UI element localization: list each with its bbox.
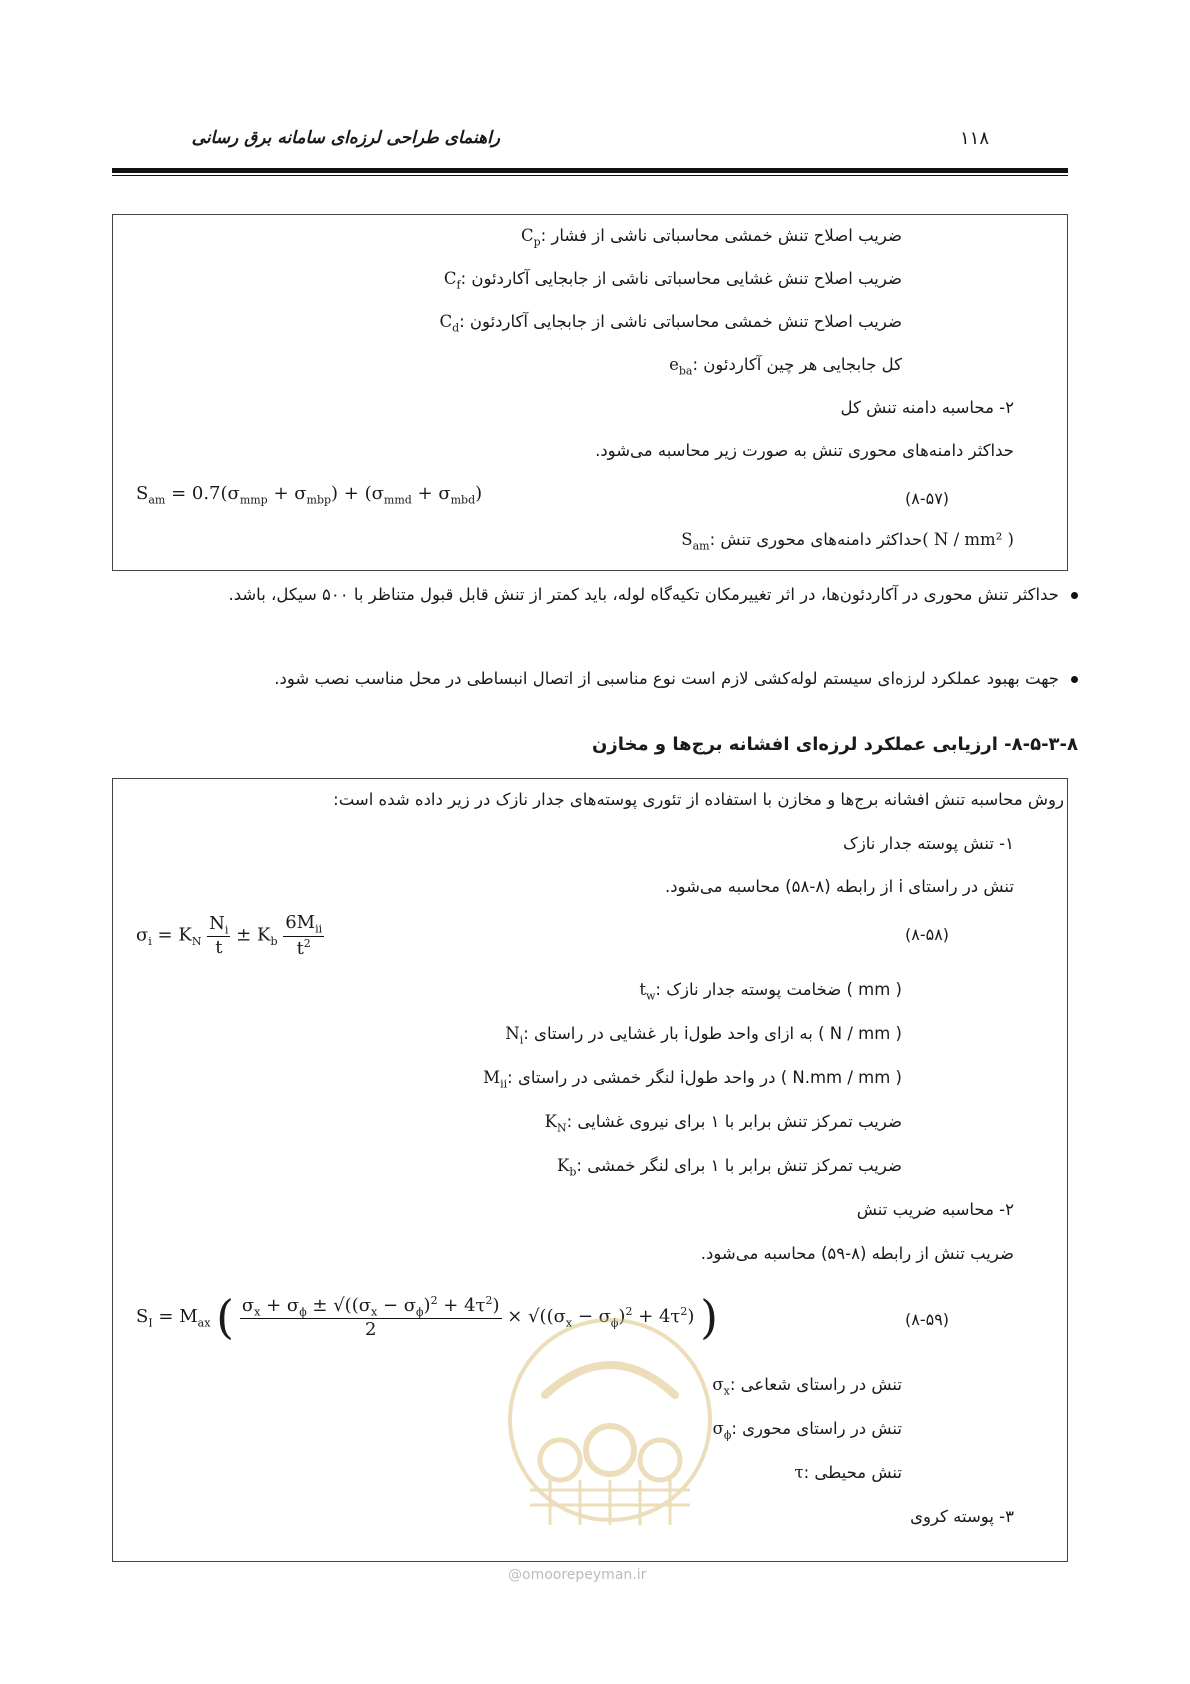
bullet-item-1: حداکثر تنش محوری در آکاردئون‌ها، در اثر تغییرمکان تکیه‌گاه لوله، باید کمتر از تنش قابل قبول متناظر با ۵۰۰ سیکل، باشد.	[123, 576, 1078, 613]
equation-57-number: (۸-۵۷)	[905, 489, 950, 508]
box2-step3-title: ۳- پوسته کروی	[910, 1507, 1014, 1526]
def-kb: $K_b$: ضریب تمرکز تنش برابر با ۱ برای لنگر خمشی	[557, 1156, 902, 1179]
def-mii: $M_{ii}$: لنگر خمشی در راستای iدر واحد طول ( N.mm / mm )	[483, 1068, 902, 1091]
def-cp: $C_p$: ضریب اصلاح تنش خمشی محاسباتی ناشی از فشار	[520, 226, 902, 249]
box1-step2-title: ۲- محاسبه دامنه تنش کل	[840, 398, 1014, 417]
box2-step1-title: ۱- تنش پوسته جدار نازک	[843, 834, 1014, 853]
equation-58-number: (۸-۵۸)	[905, 925, 950, 944]
def-sam: $S_{am}$: حداکثر دامنه‌های محوری تنش( N / mm² )	[681, 530, 1014, 553]
box2-step2-title: ۲- محاسبه ضریب تنش	[856, 1200, 1014, 1219]
box2-step1-text: تنش در راستای i از رابطه (۸-۵۸) محاسبه می‌شود.	[664, 877, 1014, 896]
def-cf: $C_f$: ضریب اصلاح تنش غشایی محاسباتی ناشی از جابجایی آکاردئون	[443, 269, 902, 292]
equation-58: $\sigma_i = K_N$ $\frac{N_i}{t}$ ± $K_b$ $\frac{6M_{ii}}{t^2}$	[136, 912, 323, 959]
def-eba: $e_{ba}$: کل جابجایی هر چین آکاردئون	[669, 355, 902, 378]
section-heading: ۸-۵-۳-۸- ارزیابی عملکرد لرزه‌ای افشانه برج‌ها و مخازن	[592, 734, 1078, 755]
equation-57: $S_{am} = 0.7(\sigma_{mmp} + \sigma_{mbp}) + (\sigma_{mmd} + \sigma_{mbd})$	[136, 483, 483, 507]
bullet-item-2: جهت بهبود عملکرد لرزه‌ای سیستم لوله‌کشی لازم است نوع مناسبی از اتصال انبساطی در محل مناسب نصب شود.	[123, 660, 1078, 697]
box1-step2-text: حداکثر دامنه‌های محوری تنش به صورت زیر محاسبه می‌شود.	[595, 441, 1014, 460]
equation-59: $S_I = M_{ax}$ ( $\frac{\sigma_x + \sigma_\phi \pm √((\sigma_x - \sigma_\phi)^2 + 4\tau^2)}{2}$ × $√((\sigma_x - \sigma_\phi)^2 + 4\tau^2)$ )	[136, 1290, 719, 1344]
def-ni: $N_i$: بار غشایی در راستای iبه ازای واحد طول ( N / mm )	[505, 1024, 902, 1047]
box2-intro: روش محاسبه تنش افشانه برج‌ها و مخازن با استفاده از تئوری پوسته‌های جدار نازک در زیر داده شده است:	[333, 790, 1064, 809]
def-tau: τ: تنش محیطی	[794, 1463, 902, 1482]
equation-59-number: (۸-۵۹)	[905, 1310, 950, 1329]
def-cd: $C_d$: ضریب اصلاح تنش خمشی محاسباتی ناشی از جابجایی آکاردئون	[439, 312, 902, 335]
bullet-dot	[1071, 592, 1078, 599]
definitions-box-1	[112, 214, 1068, 571]
bullet-dot	[1071, 676, 1078, 683]
header-rule-thick	[112, 168, 1068, 173]
watermark-logo	[490, 1300, 730, 1540]
def-sigma-x: $\sigma_x$: تنش در راستای شعاعی	[712, 1375, 902, 1398]
def-sigma-phi: $\sigma_\phi$: تنش در راستای محوری	[712, 1419, 902, 1442]
header-rule-thin	[112, 175, 1068, 176]
watermark-url: @omoorepeyman.ir	[508, 1567, 647, 1583]
box2-step2-text: ضریب تنش از رابطه (۸-۵۹) محاسبه می‌شود.	[700, 1244, 1014, 1263]
running-header-title: راهنمای طراحی لرزه‌ای سامانه برق رسانی	[191, 128, 500, 148]
def-kn: $K_N$: ضریب تمرکز تنش برابر با ۱ برای نیروی غشایی	[544, 1112, 902, 1135]
page-number: ۱۱۸	[960, 128, 990, 149]
def-tw: $t_w$: ضخامت پوسته جدار نازک ( mm )	[639, 980, 902, 1003]
